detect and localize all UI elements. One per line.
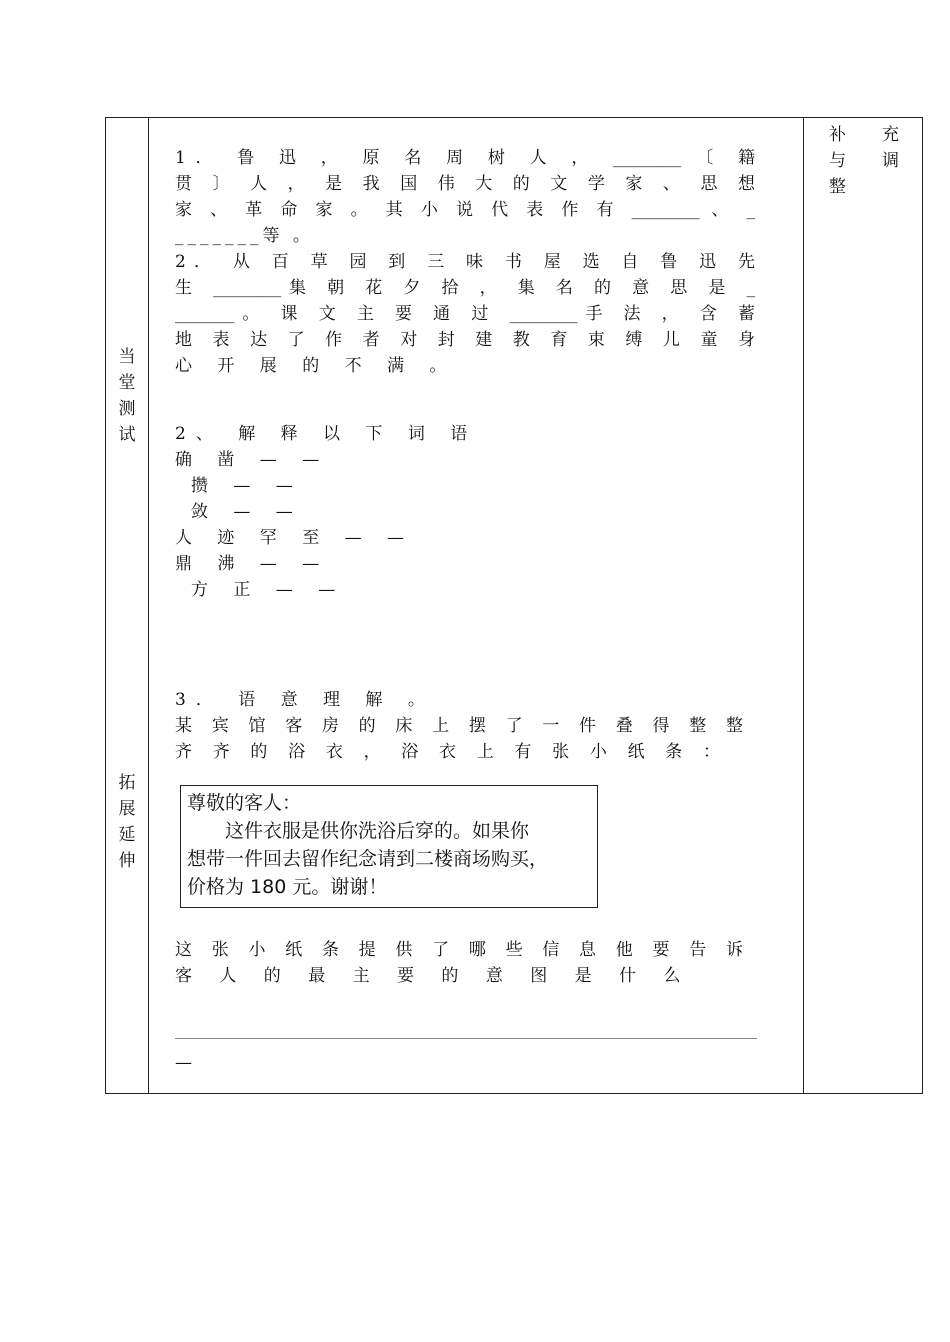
q3-line: 齐 齐 的 浴 衣 ， 浴 衣 上 有 张 小 纸 条 ： bbox=[175, 742, 720, 762]
column-divider-left bbox=[148, 118, 149, 1093]
column-divider-right bbox=[803, 118, 804, 1093]
question-2 bbox=[175, 249, 755, 379]
answer-line[interactable] bbox=[175, 1038, 757, 1039]
q3-question-line: 客 人 的 最 主 要 的 意 图 是 什 么 bbox=[175, 966, 692, 986]
label-char: 测 bbox=[118, 399, 136, 419]
label-char: 展 bbox=[118, 799, 136, 819]
q3-question-line: 这 张 小 纸 条 提 供 了 哪 些 信 息 他 要 告 诉 bbox=[175, 940, 743, 960]
label-char: 拓 bbox=[118, 773, 136, 793]
vocab-item: 攒 — — bbox=[191, 476, 303, 496]
vocab-section bbox=[175, 421, 755, 603]
supplement-column-header bbox=[829, 122, 909, 200]
q3-line: 某 宾 馆 客 房 的 床 上 摆 了 一 件 叠 得 整 整 bbox=[175, 716, 743, 736]
label-char: 伸 bbox=[118, 851, 136, 871]
vocab-item: 鼎 沸 — — bbox=[175, 554, 330, 574]
q1-line: 贯 〕 人 ， 是 我 国 伟 大 的 文 学 家 、 思 想 bbox=[175, 174, 755, 194]
side-char: 与 bbox=[829, 151, 846, 171]
note-line: 想带一件回去留作纪念请到二楼商场购买， bbox=[187, 848, 549, 870]
label-char: 当 bbox=[118, 347, 136, 367]
q2-line: _______。 课 文 主 要 通 过 ________手 法 ， 含 蓄 bbox=[175, 304, 755, 324]
section-label-extend bbox=[106, 770, 148, 874]
label-char: 延 bbox=[118, 825, 136, 845]
question-3 bbox=[175, 687, 755, 765]
q3-title: 3． 语 意 理 解 。 bbox=[175, 690, 435, 710]
side-char: 整 bbox=[829, 177, 846, 197]
q1-line: 1． 鲁 迅 ， 原 名 周 树 人 ， ________ 〔 籍 bbox=[175, 148, 755, 168]
vocab-item: 敛 — — bbox=[191, 502, 303, 522]
q2-line: 2． 从 百 草 园 到 三 味 书 屋 选 自 鲁 迅 先 bbox=[175, 252, 755, 272]
side-char: 补 bbox=[829, 125, 846, 145]
q2-line: 生 ________集 朝 花 夕 拾 ， 集 名 的 意 思 是 _ bbox=[175, 278, 755, 298]
q1-line-tail: _______等 。 bbox=[175, 226, 314, 246]
answer-dash: — bbox=[175, 1053, 192, 1073]
vocab-item: 方 正 — — bbox=[191, 580, 346, 600]
note-salutation: 尊敬的客人： bbox=[187, 792, 302, 814]
question-1 bbox=[175, 145, 755, 249]
section-label-test bbox=[106, 344, 148, 448]
q1-line: 家 、 革 命 家 。 其 小 说 代 表 作 有 ________ 、 _ bbox=[175, 200, 755, 220]
paper-note bbox=[180, 785, 598, 908]
side-char: 充 bbox=[882, 125, 899, 145]
side-char: 调 bbox=[882, 151, 899, 171]
vocab-item: 人 迹 罕 至 — — bbox=[175, 528, 415, 548]
q2-line-tail: 心 开 展 的 不 满 。 bbox=[175, 356, 457, 376]
label-char: 堂 bbox=[118, 373, 136, 393]
main-content bbox=[175, 145, 755, 765]
q2-line: 地 表 达 了 作 者 对 封 建 教 育 束 缚 儿 童 身 bbox=[175, 330, 755, 350]
note-line: 这件衣服是供你洗浴后穿的。如果你 bbox=[225, 820, 530, 842]
note-line: 价格为 180 元。谢谢！ bbox=[187, 876, 388, 898]
vocab-item: 确 凿 — — bbox=[175, 450, 330, 470]
q3-question bbox=[175, 937, 755, 989]
vocab-title: 2、 解 释 以 下 词 语 bbox=[175, 424, 478, 444]
label-char: 试 bbox=[118, 425, 136, 445]
